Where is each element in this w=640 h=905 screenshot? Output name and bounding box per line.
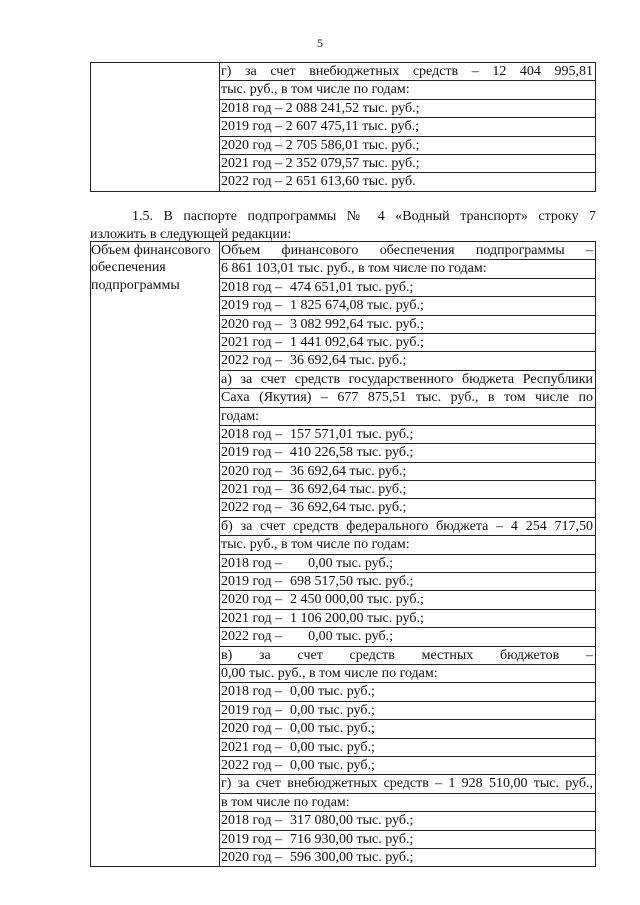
funding-label-cell: [91, 242, 220, 867]
funding-table: [90, 241, 596, 867]
extra-year-row: 2020 год – 596 300,00 тыс. руб.;: [221, 849, 414, 865]
state-budget-line: а) за счет средств государственного бюджета Республики: [220, 371, 595, 389]
local-year-row: 2020 год – 0,00 тыс. руб.;: [220, 720, 595, 738]
continuation-label-cell: [91, 63, 220, 192]
federal-budget-line: б) за счет средств федерального бюджета – 4 254 717,50: [220, 518, 595, 536]
local-budget-line: в) за счет средств местных бюджетов –: [220, 647, 595, 665]
local-year-row: 2022 год – 0,00 тыс. руб.;: [220, 757, 595, 775]
extra-budget-line: 2019 год – 2 607 475,11 тыс. руб.;: [220, 118, 595, 136]
federal-year-row: 2018 год – 0,00 тыс. руб.;: [220, 555, 595, 573]
extra-budget-line: 2022 год – 2 651 613,60 тыс. руб.: [221, 174, 416, 190]
total-line: Объем финансового обеспечения подпрограммы –: [220, 242, 595, 260]
paragraph-line: изложить в следующей редакции:: [90, 226, 292, 242]
extra-budget-line: г) за счет внебюджетных средств – 1 928 510,00 тыс. руб.,: [220, 775, 595, 793]
continuation-table: [90, 62, 596, 192]
page-number: 5: [317, 36, 323, 50]
extra-budget-line: г) за счет внебюджетных средств – 12 404 995,81: [220, 63, 595, 81]
state-year-row: 2020 год – 36 692,64 тыс. руб.;: [220, 463, 595, 481]
extra-budget-line: тыс. руб., в том числе по годам:: [220, 81, 595, 99]
federal-year-row: 2021 год – 1 106 200,00 тыс. руб.;: [220, 610, 595, 628]
local-year-row: 2018 год – 0,00 тыс. руб.;: [220, 683, 595, 701]
total-year-row: 2022 год – 36 692,64 тыс. руб.;: [220, 352, 595, 370]
extra-year-row: 2019 год – 716 930,00 тыс. руб.;: [220, 831, 595, 849]
state-budget-line: Саха (Якутия) – 677 875,51 тыс. руб., в том числе по: [220, 389, 595, 407]
funding-content-cell: [220, 242, 596, 867]
local-year-row: 2021 год – 0,00 тыс. руб.;: [220, 739, 595, 757]
extra-year-row: 2018 год – 317 080,00 тыс. руб.;: [220, 812, 595, 830]
federal-year-row: 2019 год – 698 517,50 тыс. руб.;: [220, 573, 595, 591]
total-year-row: 2020 год – 3 082 992,64 тыс. руб.;: [220, 316, 595, 334]
state-year-row: 2019 год – 410 226,58 тыс. руб.;: [220, 444, 595, 462]
total-year-row: 2018 год – 474 651,01 тыс. руб.;: [220, 279, 595, 297]
state-year-row: 2021 год – 36 692,64 тыс. руб.;: [220, 481, 595, 499]
amendment-paragraph: [90, 208, 596, 243]
extra-budget-line: 2020 год – 2 705 586,01 тыс. руб.;: [220, 137, 595, 155]
paragraph-line: 1.5. В паспорте подпрограммы № 4 «Водный транспорт» строку 7: [132, 209, 596, 224]
total-year-row: 2019 год – 1 825 674,08 тыс. руб.;: [220, 297, 595, 315]
state-budget-line: годам:: [220, 408, 595, 426]
state-year-row: 2018 год – 157 571,01 тыс. руб.;: [220, 426, 595, 444]
funding-label: Объем финансового обеспечения подпрограммы: [91, 243, 211, 293]
total-line: 6 861 103,01 тыс. руб., в том числе по годам:: [220, 260, 595, 278]
extra-budget-line: 2021 год – 2 352 079,57 тыс. руб.;: [220, 155, 595, 173]
federal-budget-line: тыс. руб., в том числе по годам:: [220, 536, 595, 554]
total-year-row: 2021 год – 1 441 092,64 тыс. руб.;: [220, 334, 595, 352]
local-budget-line: 0,00 тыс. руб., в том числе по годам:: [220, 665, 595, 683]
state-year-row: 2022 год – 36 692,64 тыс. руб.;: [220, 499, 595, 517]
extra-budget-line: 2018 год – 2 088 241,52 тыс. руб.;: [220, 100, 595, 118]
local-year-row: 2019 год – 0,00 тыс. руб.;: [220, 702, 595, 720]
federal-year-row: 2022 год – 0,00 тыс. руб.;: [220, 628, 595, 646]
extra-budget-line: в том числе по годам:: [220, 794, 595, 812]
federal-year-row: 2020 год – 2 450 000,00 тыс. руб.;: [220, 591, 595, 609]
continuation-content-cell: [220, 63, 596, 192]
